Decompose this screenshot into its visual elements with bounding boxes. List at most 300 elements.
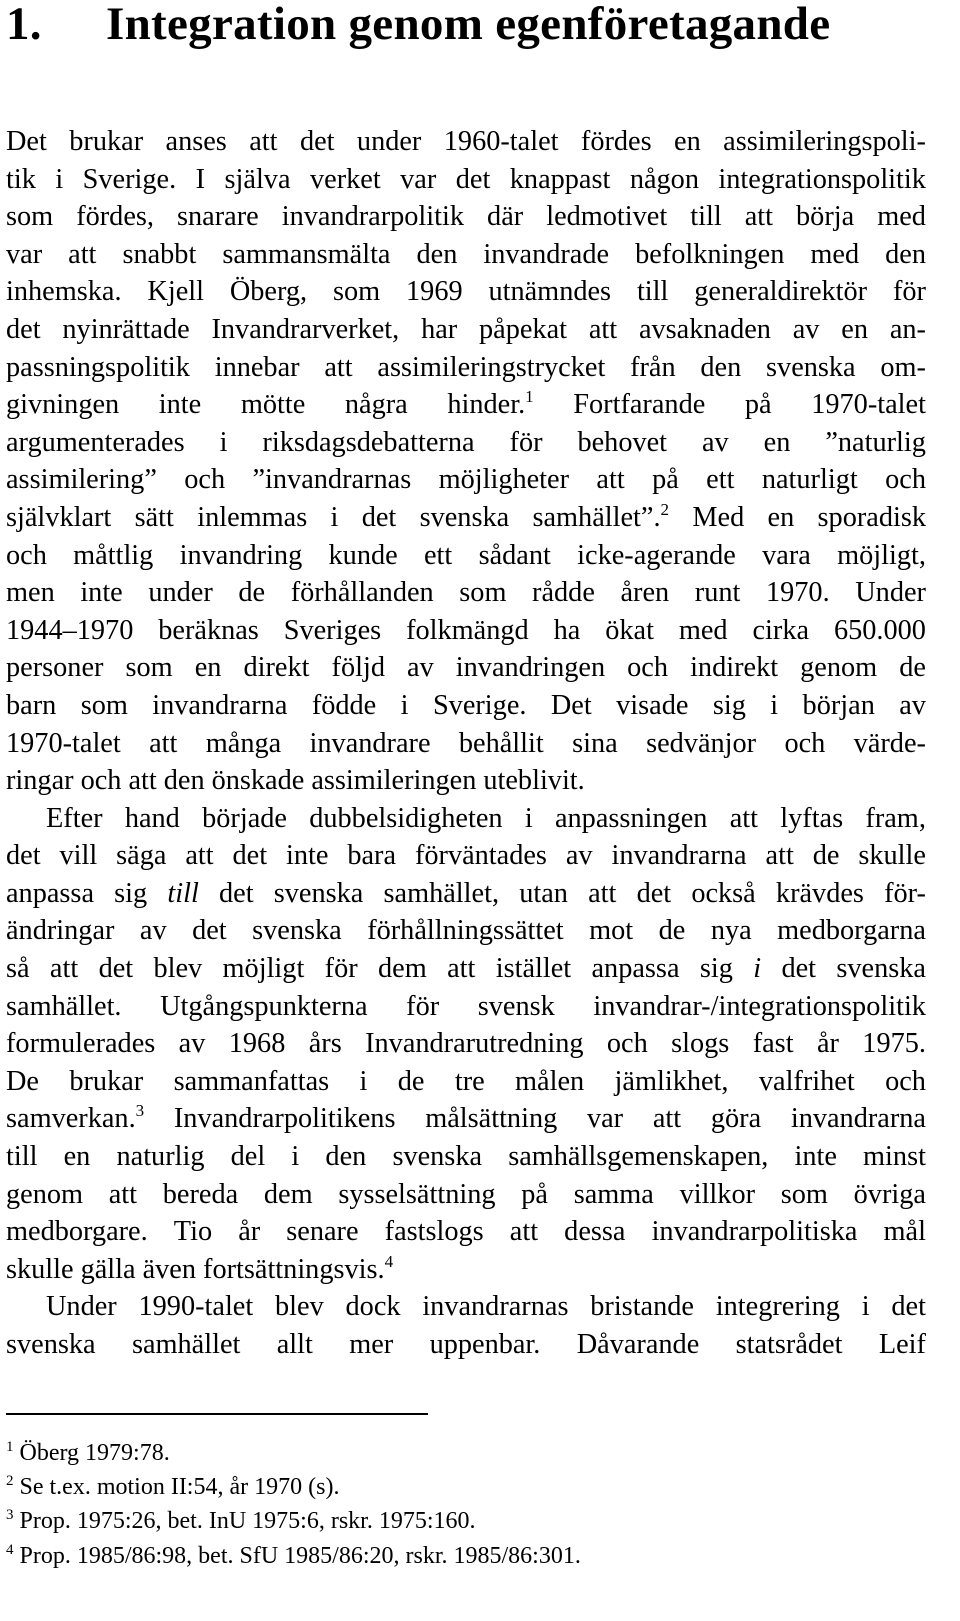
word: en xyxy=(763,426,791,458)
word: 1970-talet xyxy=(811,389,926,421)
word: i xyxy=(291,1141,300,1173)
text-line xyxy=(6,1100,926,1138)
word: mer xyxy=(349,1329,394,1360)
word: en xyxy=(63,1141,91,1173)
word: som xyxy=(80,689,128,721)
word: minst xyxy=(863,1141,926,1173)
word: Fortfarande xyxy=(573,389,706,421)
word: som xyxy=(332,276,381,308)
word: utan xyxy=(519,877,568,909)
word: 650.000 xyxy=(833,614,926,646)
word: samhället. xyxy=(6,990,122,1022)
footnote-4 xyxy=(6,1533,926,1567)
word: ett xyxy=(423,539,453,571)
word: svenska xyxy=(836,953,926,985)
word: övriga xyxy=(853,1178,926,1210)
text-line xyxy=(6,1288,926,1326)
word: där xyxy=(487,201,524,233)
word: målen xyxy=(515,1065,585,1097)
word: assimilering” xyxy=(6,464,157,496)
word: att xyxy=(652,1103,682,1135)
word: ”naturlig xyxy=(825,426,926,458)
word: Sveriges xyxy=(283,614,382,646)
word: sammansmälta xyxy=(222,238,391,270)
word: och xyxy=(6,539,47,571)
word: hinder.1 xyxy=(447,387,534,421)
text-line xyxy=(6,123,926,161)
word: valfrihet xyxy=(758,1065,855,1097)
text-line xyxy=(6,649,926,687)
word: beräknas xyxy=(158,614,259,646)
word: givningen xyxy=(6,389,120,421)
word: invandrarna xyxy=(152,689,288,721)
word: följd xyxy=(331,652,385,684)
word: inte xyxy=(794,1141,837,1173)
word: de xyxy=(658,915,686,947)
word: invandrar-/integrationspolitik xyxy=(593,990,926,1022)
word: inte xyxy=(158,389,202,421)
word: en xyxy=(674,126,701,157)
text-line xyxy=(6,875,926,913)
word: började xyxy=(202,802,287,834)
word: och xyxy=(784,727,826,759)
word: år xyxy=(238,1216,261,1248)
word: statsrådet xyxy=(735,1329,843,1360)
text-line xyxy=(6,912,926,950)
word: det xyxy=(6,313,41,345)
word: skulle xyxy=(6,1253,74,1285)
word: att xyxy=(108,1178,138,1210)
word: tik xyxy=(6,163,36,195)
text-line xyxy=(6,1025,926,1063)
body-text xyxy=(6,123,926,1364)
text-line xyxy=(6,161,926,199)
text-line xyxy=(6,1326,926,1364)
word: fastslogs xyxy=(384,1216,484,1248)
word: snabbt xyxy=(122,238,197,270)
word: generaldirektör xyxy=(694,276,868,308)
word: ledmotivet xyxy=(546,201,668,233)
word: invandrarnas xyxy=(422,1291,569,1323)
footnote-number: 3 xyxy=(6,1507,14,1524)
word: i xyxy=(770,689,779,721)
word: allt xyxy=(276,1329,313,1360)
word: uppenbar. xyxy=(429,1329,541,1360)
word: 1960-talet xyxy=(443,126,559,157)
word: villkor xyxy=(679,1178,756,1210)
word: sig xyxy=(712,689,746,721)
footnote-number: 2 xyxy=(6,1473,14,1490)
word: i xyxy=(359,1065,368,1097)
word: förväntades xyxy=(414,840,547,872)
word: det xyxy=(636,877,672,909)
word: det xyxy=(232,840,268,872)
word: Det xyxy=(550,689,592,721)
word: jämlikhet, xyxy=(614,1065,729,1097)
word: och xyxy=(80,765,122,797)
text-line xyxy=(6,424,926,462)
word: brukar xyxy=(69,1065,144,1097)
word: ett xyxy=(706,464,735,496)
word: argumenterades xyxy=(6,426,185,458)
text-line xyxy=(6,273,926,311)
word: av xyxy=(139,915,167,947)
word: av xyxy=(565,840,593,872)
word: på xyxy=(652,464,679,496)
word: sätt xyxy=(134,501,174,533)
word: någon xyxy=(629,163,699,195)
word: cirka xyxy=(752,614,810,646)
word: sammanfattas xyxy=(173,1065,330,1097)
word: formulerades xyxy=(6,1028,156,1060)
word: av xyxy=(899,689,926,721)
word: samma xyxy=(573,1178,654,1210)
word: knappast xyxy=(509,163,611,195)
word: att xyxy=(744,201,774,233)
footnote-1 xyxy=(6,1430,926,1464)
word: och xyxy=(184,464,226,496)
word: samhället xyxy=(131,1329,241,1360)
word: påpekat xyxy=(479,313,568,345)
word: anpassa xyxy=(591,953,680,985)
word: har xyxy=(421,313,458,345)
word: invandrarna xyxy=(611,840,747,872)
word: och xyxy=(885,1065,926,1097)
word: samhället”.2 xyxy=(532,499,670,533)
word: många xyxy=(205,727,282,759)
word: ”invandrarnas xyxy=(252,464,412,496)
word: en xyxy=(194,652,222,684)
word: med xyxy=(877,201,926,233)
word: till xyxy=(636,276,669,308)
text-line xyxy=(6,1251,926,1289)
word: 1968 xyxy=(228,1028,286,1060)
text-line xyxy=(6,236,926,274)
word: inlemmas xyxy=(197,501,308,533)
word: några xyxy=(344,389,408,421)
word: fram, xyxy=(865,802,926,834)
word: även xyxy=(142,1253,197,1285)
word: början xyxy=(802,689,875,721)
footnote-text: Se t.ex. motion II:54, år 1970 (s). xyxy=(19,1474,340,1501)
word: för- xyxy=(884,877,926,909)
word: lyftas xyxy=(780,802,844,834)
word: personer xyxy=(6,652,104,684)
word: Utgångspunkterna xyxy=(160,990,368,1022)
word: var xyxy=(400,163,437,195)
word: naturlig xyxy=(116,1141,205,1173)
word: skulle xyxy=(858,840,926,872)
word: för xyxy=(892,276,926,308)
word: visade xyxy=(616,689,689,721)
word: I xyxy=(195,163,206,195)
word: invandringen xyxy=(455,652,606,684)
word: integrationspolitik xyxy=(718,163,926,195)
word: sina xyxy=(572,727,618,759)
word: att xyxy=(249,126,278,157)
word: att xyxy=(588,877,617,909)
word: det xyxy=(6,840,41,872)
word: också xyxy=(691,877,756,909)
word: och xyxy=(606,1028,648,1060)
word: befolkningen xyxy=(635,238,785,270)
word: som xyxy=(780,1178,828,1210)
word: med xyxy=(810,238,860,270)
word: att xyxy=(149,727,178,759)
word: bristande xyxy=(590,1291,694,1323)
word: års xyxy=(308,1028,342,1060)
word: var xyxy=(586,1103,624,1135)
word: i xyxy=(55,163,64,195)
word: medborgarna xyxy=(777,915,926,947)
word: det xyxy=(192,915,227,947)
word: slogs xyxy=(671,1028,730,1060)
word: att xyxy=(729,802,758,834)
word: en xyxy=(767,501,795,533)
word: möjligheter xyxy=(438,464,570,496)
word: genom xyxy=(6,1178,84,1210)
word: göra xyxy=(710,1103,762,1135)
word: inte xyxy=(80,577,123,609)
word: Sverige. xyxy=(432,689,527,721)
word: för xyxy=(324,953,358,985)
word: i xyxy=(330,501,339,533)
text-line xyxy=(6,1176,926,1214)
word: svensk xyxy=(477,990,555,1022)
word: till xyxy=(6,1141,38,1173)
word: ha xyxy=(553,614,581,646)
word: sådant xyxy=(478,539,551,571)
text-line xyxy=(6,1063,926,1101)
word: fördes xyxy=(580,126,652,157)
word: i xyxy=(524,802,533,834)
footnote-text: Prop. 1985/86:98, bet. SfU 1985/86:20, rskr. 1985/86:301. xyxy=(19,1542,581,1569)
word: det xyxy=(891,1291,926,1323)
word: utnämndes xyxy=(488,276,612,308)
word: säga xyxy=(116,840,167,872)
word: mötte xyxy=(240,389,306,421)
word: Tio xyxy=(173,1216,213,1248)
word: fördes, xyxy=(76,201,154,233)
word: förhållanden xyxy=(290,577,434,609)
word: anses xyxy=(165,126,227,157)
word: direkt xyxy=(243,652,310,684)
word: värde- xyxy=(853,727,926,759)
word: runt xyxy=(694,577,741,609)
word: svenska xyxy=(392,1141,483,1173)
text-line xyxy=(6,837,926,875)
word: men xyxy=(6,577,55,609)
word: år xyxy=(816,1028,839,1060)
word: snarare xyxy=(177,201,259,233)
footnote-number: 1 xyxy=(6,1439,14,1455)
word: den xyxy=(325,1141,367,1173)
word: sporadisk xyxy=(817,501,926,533)
word: 1944–1970 xyxy=(6,614,134,646)
word: blev xyxy=(275,1291,324,1323)
word: de xyxy=(899,652,926,684)
word: an- xyxy=(889,313,926,345)
word: bereda xyxy=(162,1178,239,1210)
word: sysselsättning xyxy=(338,1178,496,1210)
chapter-title: Integration genom egenföretagande xyxy=(106,0,831,50)
word: indirekt xyxy=(690,652,779,684)
text-line xyxy=(6,762,926,800)
word: assimileringstrycket xyxy=(377,351,606,383)
word: till xyxy=(690,201,722,233)
word: uteblivit. xyxy=(483,765,585,797)
text-line xyxy=(6,687,926,725)
word: innebar xyxy=(214,351,300,383)
word: självklart xyxy=(6,501,112,533)
word: så xyxy=(6,953,30,985)
word: det xyxy=(299,126,335,157)
word: sedvänjor xyxy=(646,727,757,759)
word: 1990-talet xyxy=(138,1291,254,1323)
word: Under xyxy=(46,1291,117,1323)
word: möjligt xyxy=(222,953,305,985)
word: anpassa xyxy=(6,877,94,909)
word: Med xyxy=(692,501,745,533)
word: nya xyxy=(710,915,752,947)
word: och xyxy=(627,652,669,684)
text-line xyxy=(6,800,926,838)
word: de xyxy=(812,840,840,872)
word: i xyxy=(400,689,409,721)
word: tre xyxy=(454,1065,485,1097)
word: måttlig xyxy=(73,539,154,571)
word: blev xyxy=(153,953,203,985)
text-line xyxy=(6,950,926,988)
word: de xyxy=(397,1065,425,1097)
word: inhemska. xyxy=(6,276,122,308)
text-line xyxy=(6,499,926,537)
text-line xyxy=(6,725,926,763)
word: 1970. xyxy=(765,577,830,609)
word: samhället, xyxy=(383,877,500,909)
word: integrering xyxy=(715,1291,840,1323)
word: dock xyxy=(345,1291,401,1323)
word: vara xyxy=(762,539,811,571)
word: Öberg, xyxy=(229,276,308,308)
word: istället xyxy=(495,953,572,985)
word: börja xyxy=(796,201,855,233)
word: invandrarna xyxy=(790,1103,926,1135)
word: som xyxy=(125,652,173,684)
word: i xyxy=(861,1291,870,1323)
text-line xyxy=(6,574,926,612)
footnote-text: Öberg 1979:78. xyxy=(19,1440,170,1466)
word: av xyxy=(178,1028,206,1060)
word: behovet xyxy=(577,426,668,458)
word: genom xyxy=(800,652,878,684)
text-line xyxy=(6,537,926,575)
word: på xyxy=(521,1178,548,1210)
word: invandring xyxy=(179,539,303,571)
word: med xyxy=(678,614,728,646)
word: Det xyxy=(6,126,47,157)
word: att xyxy=(447,953,476,985)
word: det xyxy=(361,501,397,533)
text-line xyxy=(6,198,926,236)
word: åren xyxy=(620,577,670,609)
word: målsättning xyxy=(425,1103,558,1135)
word: under xyxy=(148,577,213,609)
word: brukar xyxy=(69,126,144,157)
word: svenska xyxy=(6,1329,96,1360)
text-line xyxy=(6,612,926,650)
word: Invandrarpolitikens xyxy=(173,1103,396,1135)
word: dem xyxy=(263,1178,313,1210)
word: riksdagsdebatterna xyxy=(262,426,475,458)
footnote-text: Prop. 1975:26, bet. InU 1975:6, rskr. 1975:160. xyxy=(19,1508,476,1535)
word: inte xyxy=(286,840,329,872)
chapter-number: 1. xyxy=(6,0,42,50)
word: invandrarpolitik xyxy=(281,201,465,233)
word: att xyxy=(68,238,97,270)
word: önskade xyxy=(211,765,305,797)
word: Sverige. xyxy=(82,163,177,195)
word: svenska xyxy=(419,501,510,533)
word: samhällsgemenskapen, xyxy=(508,1141,769,1173)
word: passningspolitik xyxy=(6,351,190,383)
word: De xyxy=(6,1065,39,1097)
word: att xyxy=(49,953,79,985)
word: att xyxy=(185,840,214,872)
word: själva xyxy=(224,163,291,195)
word: ökat xyxy=(605,614,654,646)
word: hand xyxy=(124,802,180,834)
word: det xyxy=(98,953,134,985)
word: behållit xyxy=(458,727,544,759)
footnote-number: 4 xyxy=(6,1541,14,1558)
word: födde xyxy=(311,689,377,721)
word: och xyxy=(885,464,926,496)
word: dessa xyxy=(564,1216,626,1248)
word: mot xyxy=(589,915,634,947)
word: förhållningssättet xyxy=(367,915,564,947)
word: Dåvarande xyxy=(576,1329,700,1360)
word: vill xyxy=(59,840,98,872)
word: för xyxy=(406,990,440,1022)
word: av xyxy=(702,426,729,458)
word: 1975. xyxy=(862,1028,926,1060)
word: krävdes xyxy=(775,877,864,909)
word: icke-agerande xyxy=(577,539,736,571)
word: senare xyxy=(286,1216,359,1248)
footnotes xyxy=(6,1430,926,1567)
word: för xyxy=(509,426,543,458)
word: att xyxy=(596,464,625,496)
word: det xyxy=(219,877,254,909)
word: Under xyxy=(855,577,926,609)
word: barn xyxy=(6,689,57,721)
word: Leif xyxy=(878,1329,926,1360)
word: den xyxy=(700,351,742,383)
word: folkmängd xyxy=(406,614,529,646)
word: dubbelsidigheten xyxy=(309,802,503,834)
word: 1969 xyxy=(406,276,463,308)
word: om- xyxy=(880,351,926,383)
text-line xyxy=(6,1138,926,1176)
word: svenska xyxy=(252,915,342,947)
word: möjligt, xyxy=(837,539,926,571)
word: invandrade xyxy=(483,238,610,270)
word: som xyxy=(6,201,54,233)
word: att xyxy=(128,765,157,797)
text-line xyxy=(6,386,926,424)
text-line xyxy=(6,311,926,349)
